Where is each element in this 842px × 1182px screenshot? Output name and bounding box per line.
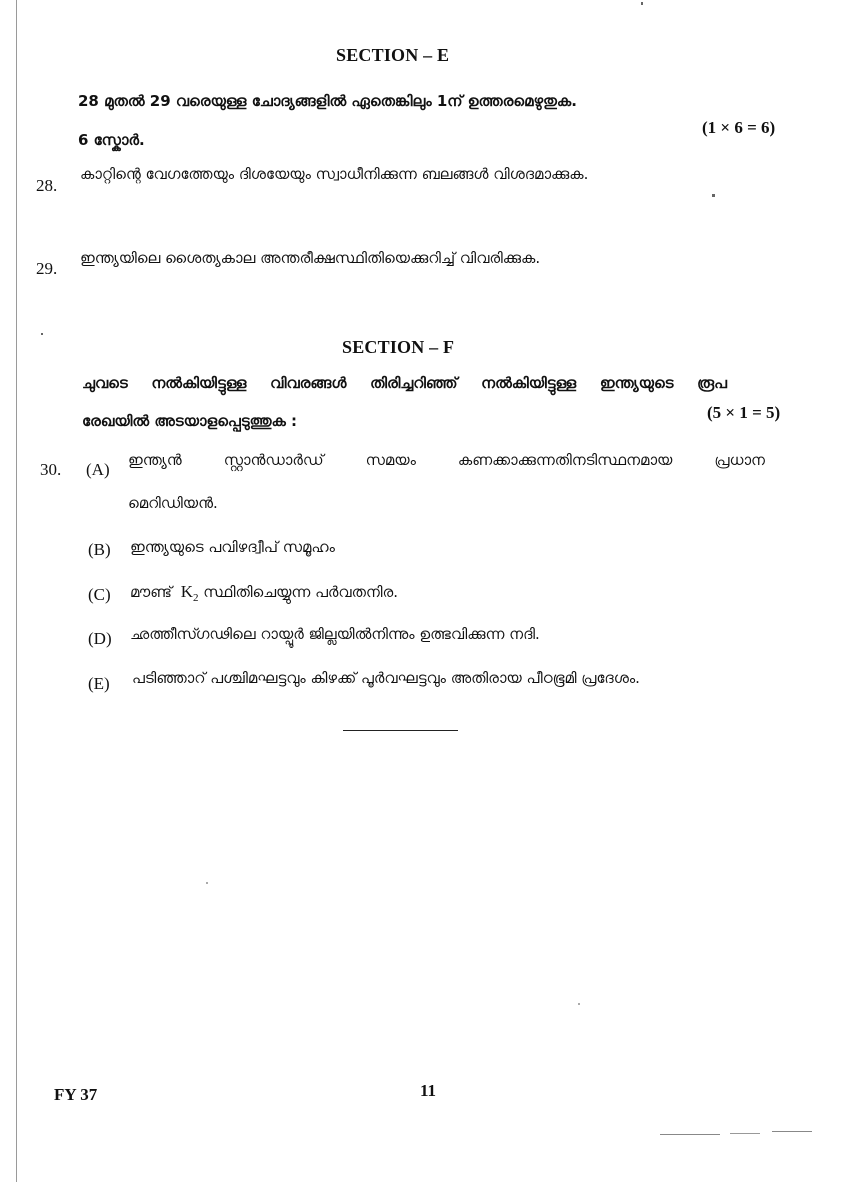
item-c-text xyxy=(130,582,398,604)
item-c-text-before: മൗണ്ട് xyxy=(130,583,172,601)
page-number: 11 xyxy=(420,1081,437,1100)
item-a-label: (A) xyxy=(86,460,110,479)
section-f-heading: SECTION – F xyxy=(342,337,455,357)
item-d-label: (D) xyxy=(88,629,112,648)
question-29-text: ഇന്ത്യയിലെ ശൈത്യകാല അന്തരീക്ഷസ്ഥിതിയെക്കുറിച്ച് വിവരിക്കുക. xyxy=(80,249,541,267)
section-e-heading: SECTION – E xyxy=(336,45,450,65)
section-e-instruction: 28 മുതൽ 29 വരെയുള്ള ചോദ്യങ്ങളിൽ ഏതെങ്കിലും 1ന് ഉത്തരമെഴുതുക. xyxy=(78,92,577,110)
paper-code: FY 37 xyxy=(54,1085,98,1104)
instruction-word: തിരിച്ചറിഞ്ഞ് xyxy=(370,374,458,392)
item-a-line1 xyxy=(128,451,765,469)
item-a-word: കണക്കാക്കുന്നതിനടിസ്ഥനമായ xyxy=(457,451,673,469)
scan-speck xyxy=(712,194,715,197)
scan-line xyxy=(772,1131,812,1132)
item-a-word: ഇന്ത്യൻ xyxy=(128,451,182,469)
instruction-word: വിവരങ്ങൾ xyxy=(270,374,347,392)
question-28-text: കാറ്റിന്റെ വേഗത്തേയും ദിശയേയും സ്വാധീനിക്കുന്ന ബലങ്ങൾ വിശദമാക്കുക. xyxy=(80,165,589,183)
page-left-edge xyxy=(16,0,17,1182)
item-a-word: പ്രധാന xyxy=(714,451,765,469)
scan-speck xyxy=(641,2,643,5)
scan-speck xyxy=(41,333,43,335)
item-c-k-letter: K xyxy=(180,582,194,601)
scan-speck xyxy=(206,882,208,884)
scan-line xyxy=(730,1133,760,1134)
item-a-word: സ്റ്റാൻഡാർഡ് xyxy=(223,451,324,469)
instruction-word: രൂപ xyxy=(697,374,727,392)
scan-speck xyxy=(578,1003,580,1005)
item-d-text: ഛത്തീസ്ഗഢിലെ റായ്പൂർ ജില്ലയിൽനിന്നും ഉത്ഭവിക്കുന്ന നദി. xyxy=(130,625,540,643)
item-e-label: (E) xyxy=(88,674,110,693)
item-c-label: (C) xyxy=(88,585,111,604)
instruction-word: ഇന്ത്യയുടെ xyxy=(599,374,674,392)
instruction-word: നൽകിയിട്ടുള്ള xyxy=(151,374,247,392)
instruction-word: നൽകിയിട്ടുള്ള xyxy=(481,374,577,392)
question-28-number: 28. xyxy=(36,176,58,195)
section-e-marks: (1 × 6 = 6) xyxy=(702,118,776,137)
item-a-word: സമയം xyxy=(365,451,416,469)
question-30-number: 30. xyxy=(40,460,62,479)
section-f-marks: (5 × 1 = 5) xyxy=(707,403,781,422)
item-e-text: പടിഞ്ഞാറ് പശ്ചിമഘട്ടവും കിഴക്ക് പൂർവഘട്ടവും അതിരായ പീഠഭൂമി പ്രദേശം. xyxy=(132,669,640,687)
item-a-continuation: മെറിഡിയൻ. xyxy=(128,494,218,512)
item-b-text: ഇന്ത്യയുടെ പവിഴദ്വീപ് സമൂഹം xyxy=(130,538,335,556)
item-c-text-after: സ്ഥിതിചെയ്യുന്ന പർവതനിര. xyxy=(203,583,398,601)
question-29-number: 29. xyxy=(36,259,58,278)
item-c-k-subscript: 2 xyxy=(193,592,199,604)
section-f-instruction-line1 xyxy=(82,374,727,392)
section-e-score-note: 6 സ്കോർ. xyxy=(78,131,145,149)
section-f-instruction-line2: രേഖയിൽ അടയാളപ്പെടുത്തുക : xyxy=(82,412,297,430)
scan-line xyxy=(660,1134,720,1135)
end-rule xyxy=(343,730,458,731)
instruction-word: ചുവടെ xyxy=(82,374,128,392)
item-b-label: (B) xyxy=(88,540,111,559)
